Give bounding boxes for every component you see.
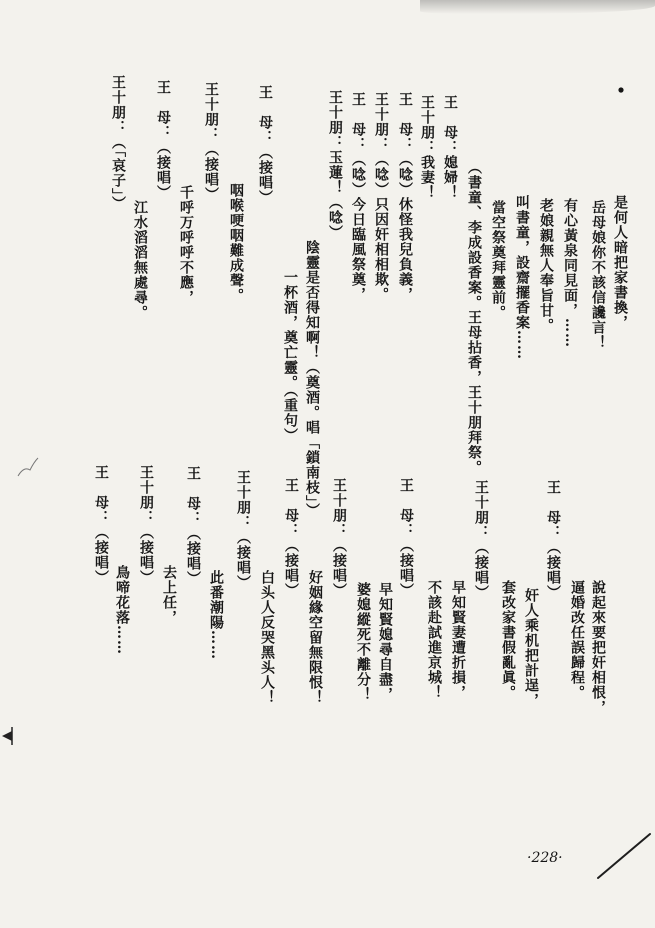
dialogue-text: （接唱） bbox=[185, 526, 201, 586]
dialogue-line bbox=[185, 466, 201, 586]
speaker-label: 王十朋： bbox=[138, 465, 154, 525]
lyric-line: 此番潮陽…… bbox=[208, 570, 224, 660]
speaker-label: 王十朋： bbox=[373, 92, 389, 152]
dialogue-text: 媳婦！ bbox=[442, 155, 458, 200]
dialogue-line bbox=[350, 92, 366, 302]
dialogue-text: （唸）休怪我兒負義， bbox=[397, 152, 413, 302]
dialogue-text: （接唱） bbox=[257, 145, 273, 205]
lyric-line: 不該赴試進京城！ bbox=[426, 580, 442, 700]
lyric-line: 老娘親無人奉旨甘。 bbox=[538, 198, 554, 333]
speaker-label: 王 母： bbox=[398, 478, 414, 538]
speaker-label: 王 母： bbox=[442, 95, 458, 155]
dialogue-line bbox=[398, 478, 414, 598]
lyric-line: 岳母娘你不該信讒言！ bbox=[590, 200, 606, 350]
speaker-label: 王 母： bbox=[155, 80, 171, 140]
dialogue-line bbox=[373, 92, 389, 302]
dialogue-text: （接唱） bbox=[138, 525, 154, 585]
margin-arrow-icon bbox=[2, 731, 12, 741]
lyric-line: 白头人反哭黑头人！ bbox=[259, 570, 275, 705]
dialogue-text: （唸）只因奸相相欺。 bbox=[373, 152, 389, 302]
lyric-line: 一杯酒，奠亡靈。（重句） bbox=[282, 270, 298, 443]
dialogue-text: （接唱） bbox=[545, 540, 561, 600]
speaker-label: 王 母： bbox=[350, 92, 366, 152]
speaker-label: 王十朋： bbox=[331, 478, 347, 538]
pen-stroke bbox=[598, 834, 650, 878]
dialogue-text: （接唱） bbox=[331, 538, 347, 598]
scan-shadow bbox=[420, 0, 655, 14]
dialogue-text: 我妻！ bbox=[419, 155, 435, 200]
speaker-label: 王十朋： bbox=[327, 90, 343, 150]
speaker-label: 王 母： bbox=[185, 466, 201, 526]
lyric-line: 叫書童，設齋擺香案…… bbox=[514, 195, 530, 360]
dialogue-text: （「哀子」） bbox=[110, 135, 126, 211]
dialogue-text: （接唱） bbox=[203, 142, 219, 202]
lyric-line: 逼婚改任誤歸程。 bbox=[569, 580, 585, 700]
dialogue-line bbox=[331, 478, 347, 598]
page-number: ·228· bbox=[527, 850, 563, 866]
lyric-line: 咽喉哽咽難成聲。 bbox=[228, 183, 244, 303]
lyric-line: 陰靈是否得知啊！（奠酒。唱「鎖南枝」） bbox=[304, 240, 320, 518]
lyric-line: 婆媳縱死不離分！ bbox=[355, 582, 371, 702]
dialogue-line bbox=[235, 470, 251, 590]
dialogue-line bbox=[419, 95, 435, 200]
dialogue-line bbox=[155, 80, 171, 200]
dialogue-text: （接唱） bbox=[155, 140, 171, 200]
dialogue-line bbox=[327, 90, 343, 240]
scan-smudge bbox=[18, 458, 38, 476]
dialogue-line bbox=[442, 95, 458, 200]
speaker-label: 王 母： bbox=[397, 92, 413, 152]
speaker-label: 王 母： bbox=[545, 480, 561, 540]
dialogue-text: 玉蓮！（唸） bbox=[327, 150, 343, 240]
lyric-line: 江水滔滔無處尋。 bbox=[132, 200, 148, 320]
dialogue-line bbox=[397, 92, 413, 302]
speaker-label: 王十朋： bbox=[110, 75, 126, 135]
dialogue-text: （接唱） bbox=[398, 538, 414, 598]
dialogue-text: （接唱） bbox=[93, 525, 109, 585]
speaker-label: 王十朋： bbox=[203, 82, 219, 142]
lyric-line: 當空祭奠拜靈前。 bbox=[490, 200, 506, 320]
dialogue-line bbox=[283, 478, 299, 598]
lyric-line: 說起來要把奸相恨， bbox=[590, 580, 606, 715]
stage-direction: （書童、李成設香案。王母拈香，王十朋拜祭。 bbox=[466, 160, 482, 475]
dialogue-line bbox=[257, 85, 273, 205]
lyric-line: 千呼万呼呼不應， bbox=[178, 185, 194, 305]
dialogue-text: （唸）今日臨風祭奠， bbox=[350, 152, 366, 302]
ink-dot bbox=[618, 87, 623, 92]
dialogue-line bbox=[473, 480, 489, 600]
speaker-label: 王 母： bbox=[283, 478, 299, 538]
speaker-label: 王 母： bbox=[257, 85, 273, 145]
speaker-label: 王十朋： bbox=[235, 470, 251, 530]
lyric-line: 奸人乘机把計逞， bbox=[523, 588, 539, 708]
lyric-line: 是何人暗把家書換， bbox=[612, 195, 628, 330]
dialogue-line bbox=[93, 465, 109, 585]
dialogue-text: （接唱） bbox=[283, 538, 299, 598]
lyric-line: 去上任， bbox=[161, 565, 177, 625]
lyric-line: 好姻緣空留無限恨！ bbox=[307, 570, 323, 705]
dialogue-line bbox=[138, 465, 154, 585]
lyric-line: 早知賢妻遭折損， bbox=[450, 580, 466, 700]
lyric-line: 有心黃泉同見面，…… bbox=[562, 198, 578, 348]
lyric-line: 鳥啼花落…… bbox=[114, 565, 130, 655]
dialogue-line bbox=[110, 75, 126, 211]
dialogue-line bbox=[203, 82, 219, 202]
speaker-label: 王十朋： bbox=[473, 480, 489, 540]
dialogue-text: （接唱） bbox=[473, 540, 489, 600]
dialogue-line bbox=[545, 480, 561, 600]
lyric-line: 套改家書假亂眞。 bbox=[500, 580, 516, 700]
lyric-line: 早知賢媳尋自盡， bbox=[377, 582, 393, 702]
speaker-label: 王十朋： bbox=[419, 95, 435, 155]
dialogue-text: （接唱） bbox=[235, 530, 251, 590]
speaker-label: 王 母： bbox=[93, 465, 109, 525]
